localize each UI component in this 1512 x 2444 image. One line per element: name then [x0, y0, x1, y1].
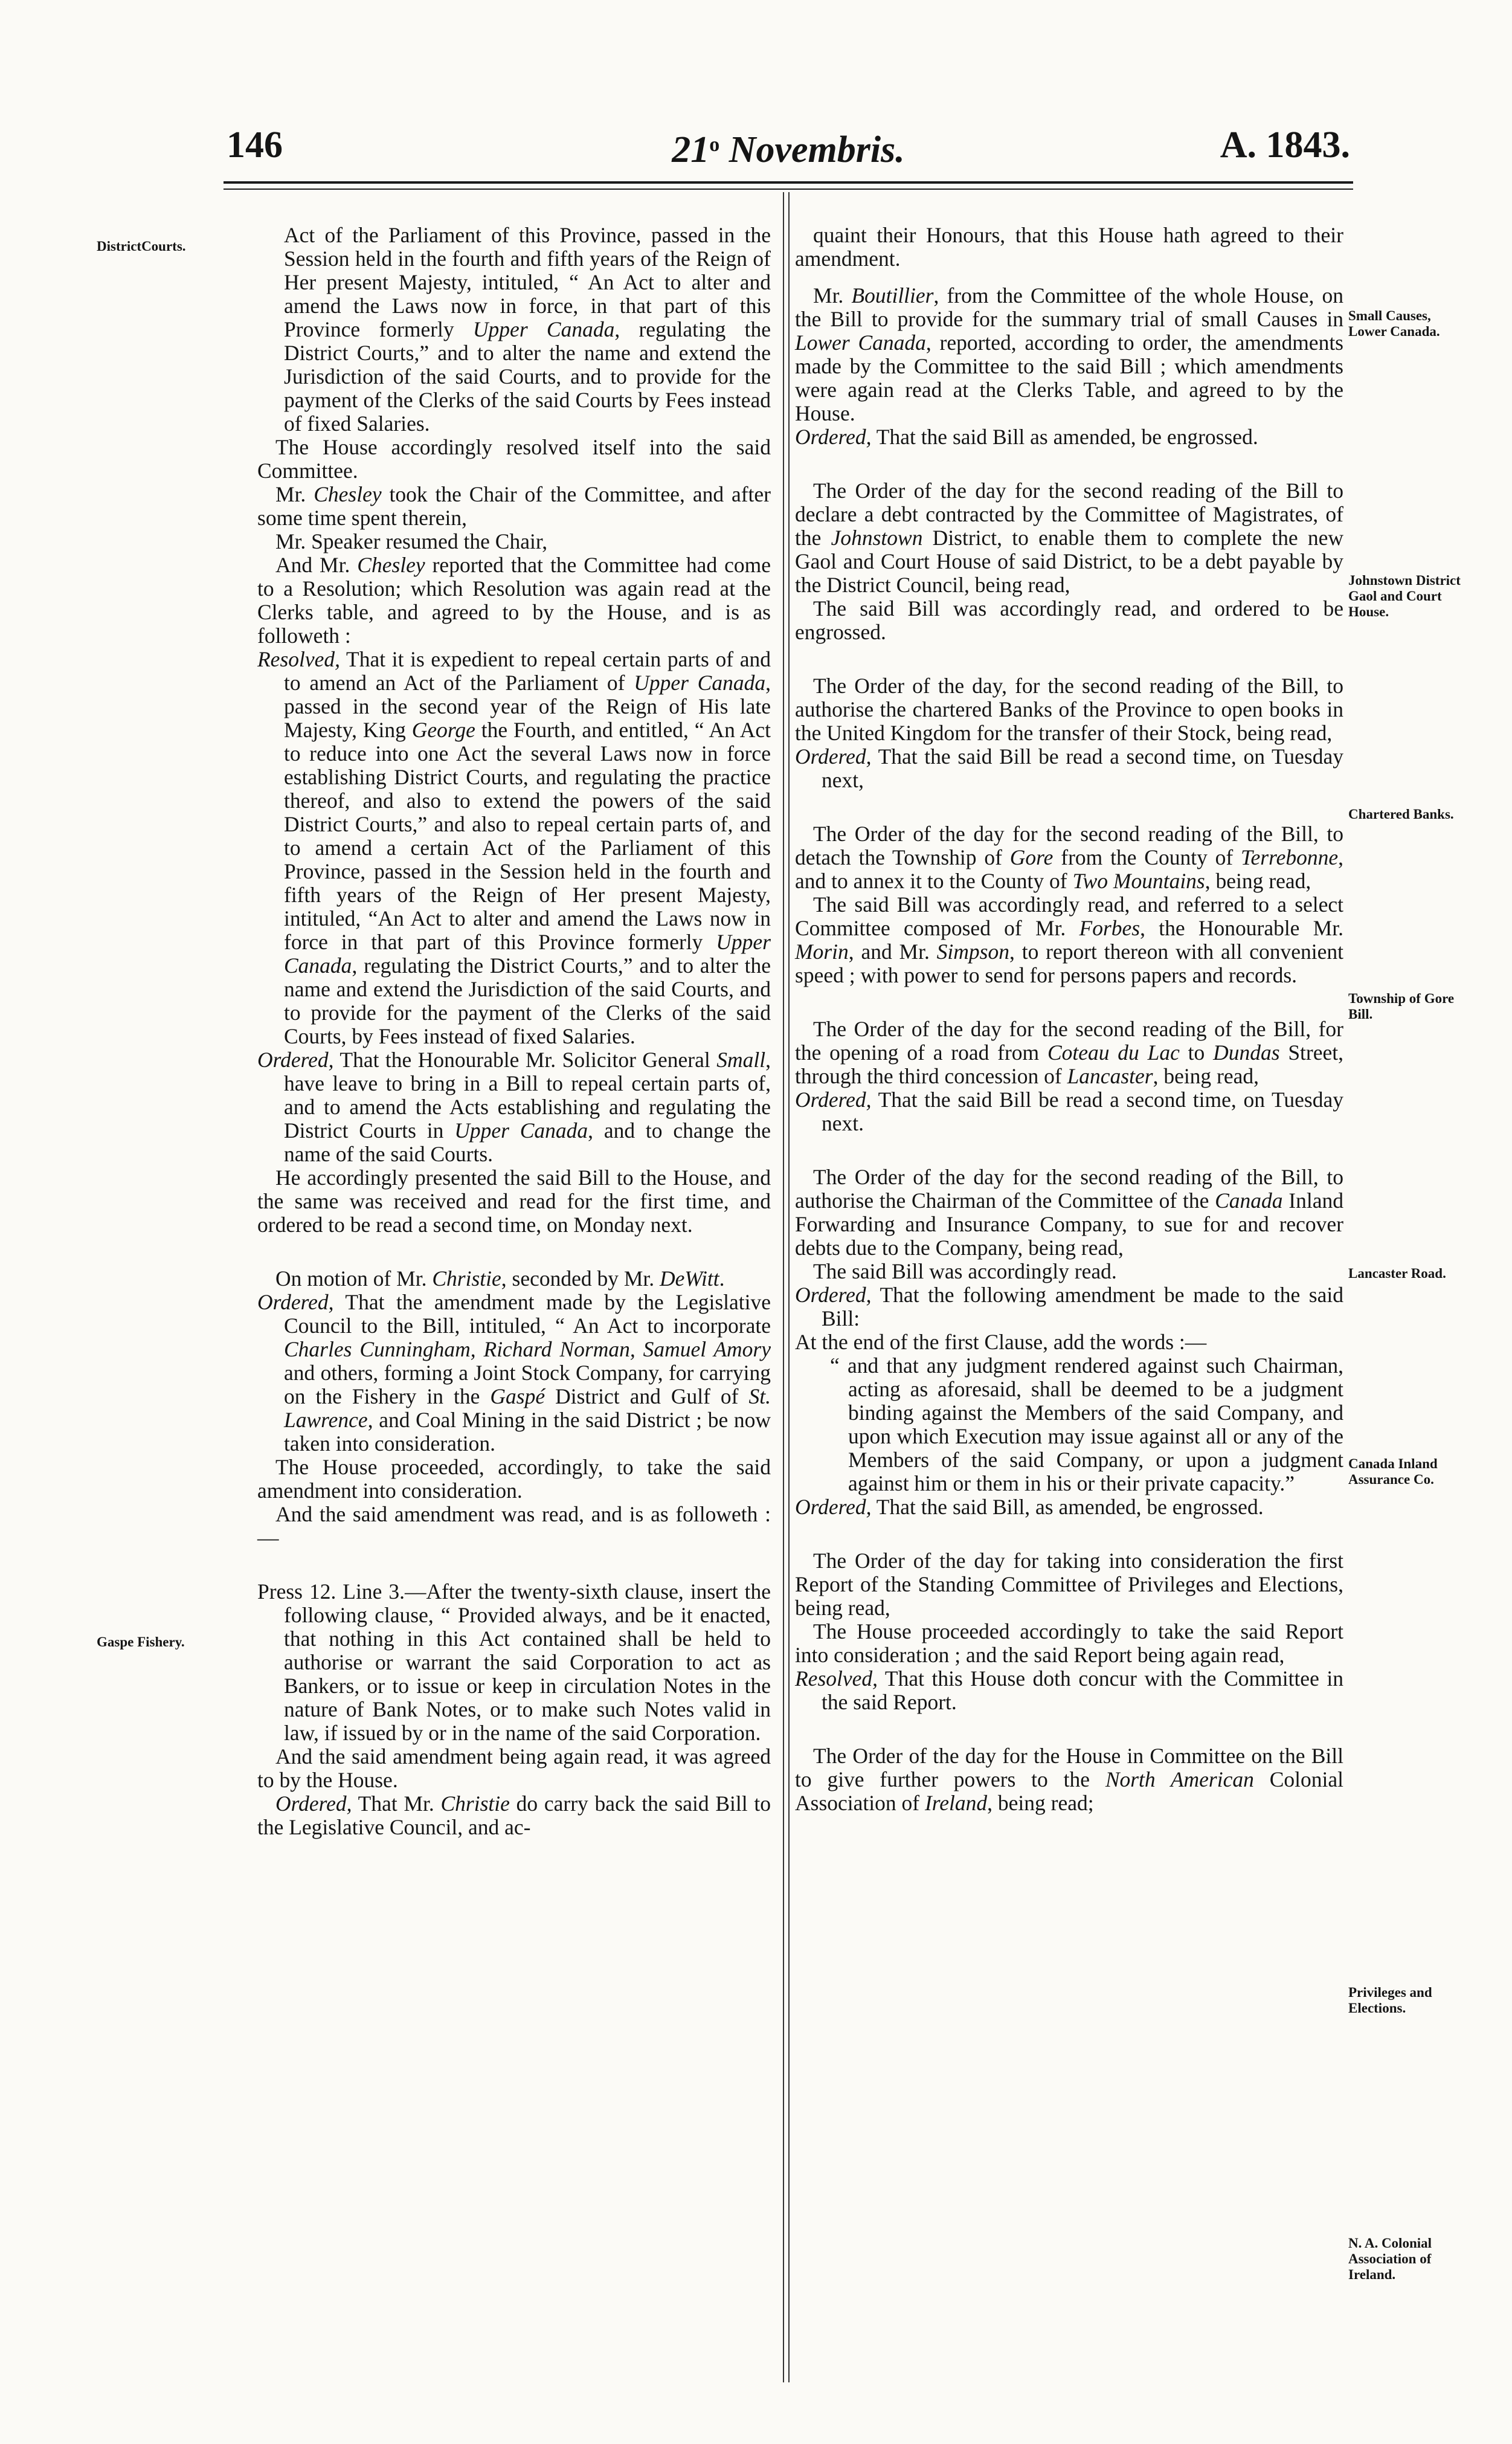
paragraph: The Order of the day for taking into consideration the first Report of the Standing Committee of Privileges and Elections, being read, [795, 1549, 1343, 1620]
paragraph: At the end of the first Clause, add the words :— [795, 1330, 1207, 1354]
paragraph: The Order of the day, for the second reading of the Bill, to authorise the chartered Banks of the Province to open books in the United Kingdom for the transfer of their Stock, being read, [795, 674, 1343, 745]
paragraph: The said Bill was accordingly read, and ordered to be engrossed. [795, 596, 1343, 644]
paragraph: Mr. Speaker resumed the Chair, [275, 529, 548, 553]
paragraph: The House proceeded accordingly to take the said Report into consideration ; and the said Report being again read, [795, 1619, 1343, 1667]
paragraph: Ordered, That Mr. Christie do carry back the said Bill to the Legislative Council, and ac- [257, 1791, 771, 1839]
paragraph: On motion of Mr. Christie, seconded by Mr. DeWitt. [275, 1266, 725, 1291]
margin-note-johnstown: Johnstown District Gaol and Court House. [1348, 573, 1461, 619]
paragraph: And the said amendment was read, and is as followeth :— [257, 1502, 771, 1550]
page-header [227, 124, 1350, 170]
page-year: A. 1843. [1220, 124, 1350, 166]
paragraph: He accordingly presented the said Bill to the House, and the same was received and read for the first time, and ordered to be read a second time, on Monday next. [257, 1166, 771, 1237]
page-date [227, 124, 1350, 171]
paragraph: The Order of the day for the second reading of the Bill, for the opening of a road from Coteau du Lac to Dundas Street, through the third concession of Lancaster, being read, [795, 1017, 1343, 1088]
paragraph: The said Bill was accordingly read. [813, 1259, 1117, 1283]
quoted-words: “ and that any judgment rendered against such Chairman, acting as aforesaid, shall be deemed to be a judgment binding against the Members of the said Company, and upon which Execution may issue against all or any of the Members of the said Company, or upon a judgment against him or them in his or their private capacity.” [830, 1353, 1343, 1495]
header-rule-thin [224, 189, 1353, 190]
spacer [257, 1237, 771, 1267]
paragraph: The Order of the day for the second reading of the Bill, to authorise the Chairman of the Committee of the Canada Inland Forwarding and Insurance Company, to sue for and recover debts due to the Company, being read, [795, 1165, 1344, 1260]
column-rule-right [788, 192, 790, 2382]
paragraph: The Order of the day for the second reading of the Bill to declare a debt contracted by the Committee of Magistrates, of the Johnstown District, to enable them to complete the new Gaol and Court House of said District, to be a debt payable by the District Council, being read, [795, 479, 1343, 597]
margin-note-canada-inland: Canada Inland Assurance Co. [1348, 1456, 1438, 1487]
paragraph: Mr. Chesley took the Chair of the Committee, and after some time spent therein, [257, 482, 771, 530]
ordered-paragraph: Ordered, That the said Bill, as amended, be engrossed. [795, 1495, 1264, 1519]
ordered-paragraph: Ordered, That the said Bill be read a second time, on Tuesday next, [795, 744, 1343, 792]
spacer [795, 449, 1343, 479]
paragraph: The Order of the day for the second reading of the Bill, to detach the Township of Gore from the County of Terrebonne, and to annex it to the County of Two Mountains, being read, [795, 822, 1343, 893]
paragraph: The Order of the day for the House in Committee on the Bill to give further powers to the North American Colonial Association of Ireland, being read; [795, 1744, 1343, 1815]
paragraph: And the said amendment being again read, it was agreed to by the House. [257, 1744, 771, 1792]
spacer [795, 1135, 1343, 1166]
spacer [795, 271, 1343, 284]
resolution-paragraph: Resolved, That it is expedient to repeal certain parts of and to amend an Act of the Parliament of Upper Canada, passed in the second year of the Reign of His late Majesty, King George the Fourth, and entitled, “ An Act to reduce into one Act the several Laws now in force establishing District Courts, and regulating the practice thereof, and also to extend the powers of the said District Courts,” and also to repeal certain parts of, and to amend a certain Act of the Parliament of this Province, passed in the Session held in the fourth and fifth years of the Reign of Her present Majesty, intituled, “An Act to alter and amend the Laws now in force in that part of this Province formerly Upper Canada, regulating the District Courts,” and to alter the name and extend the Jurisdiction of the said Courts, and to provide for the payment of the Clerks of the said Courts, by Fees instead of fixed Salaries. [257, 647, 771, 1048]
amendment-text: Press 12. Line 3.—After the twenty-sixth clause, insert the following clause, “ Provided always, and be it enacted, that nothing in this Act contained shall be held to authorise or warrant the said Corporation to act as Bankers, or to issue or keep in circulation Notes in the nature of Bank Notes, or to make such Notes valid in law, if issued by or in the name of the said Corporation. [257, 1579, 771, 1745]
spacer [257, 1550, 771, 1580]
spacer [795, 1714, 1343, 1744]
right-column [795, 224, 1343, 1815]
date-number: 21 [672, 129, 710, 170]
resolved-paragraph: Resolved, That this House doth concur with the Committee in the said Report. [795, 1666, 1343, 1714]
margin-note-chartered-banks: Chartered Banks. [1348, 807, 1454, 822]
ordered-paragraph: Ordered, That the said Bill be read a second time, on Tuesday next. [795, 1088, 1343, 1135]
margin-note-na-colonial: N. A. Colonial Association of Ireland. [1348, 2236, 1432, 2282]
paragraph: Mr. Boutillier, from the Committee of the whole House, on the Bill to provide for the summary trial of small Causes in Lower Canada, reported, according to order, the amendments made by the Committee to the said Bill ; which amendments were again read at the Clerks Table, and agreed to by the House. [795, 283, 1343, 425]
date-word: Novembris. [729, 129, 905, 170]
ordered-paragraph: Ordered, That the Honourable Mr. Solicitor General Small, have leave to bring in a Bill to repeal certain parts of, and to amend the Acts establishing and regulating the District Courts in Upper Canada, and to change the name of the said Courts. [257, 1048, 771, 1166]
spacer [795, 644, 1343, 674]
margin-note-privileges: Privileges and Elections. [1348, 1985, 1432, 2016]
spacer [795, 1519, 1343, 1549]
margin-note-small-causes: Small Causes, Lower Canada. [1348, 308, 1440, 339]
ordered-paragraph: Ordered, That the amendment made by the Legislative Council to the Bill, intituled, “ An Act to incorporate Charles Cunningham, Richard Norman, Samuel Amory and others, forming a Joint Stock Company, for carrying on the Fishery in the Gaspé District and Gulf of St. Lawrence, and Coal Mining in the said District ; be now taken into consideration. [257, 1290, 771, 1456]
paragraph: And Mr. Chesley reported that the Committee had come to a Resolution; which Resolution was again read at the Clerks table, and agreed to by the House, and is as followeth : [257, 553, 771, 648]
spacer [795, 987, 1343, 1017]
ordered-paragraph: Ordered, That the said Bill as amended, be engrossed. [795, 425, 1258, 449]
date-degree: o [709, 134, 720, 156]
header-rule-thick [224, 181, 1353, 184]
paragraph: The House accordingly resolved itself into the said Committee. [257, 435, 771, 483]
paragraph: The said Bill was accordingly read, and referred to a select Committee composed of Mr. Forbes, the Honourable Mr. Morin, and Mr. Simpson, to report thereon with all convenient speed ; with power to send for persons papers and records. [795, 892, 1343, 987]
spacer [795, 792, 1343, 822]
column-rule-left [783, 192, 784, 2382]
margin-note-gaspe-fishery: Gaspe Fishery. [97, 1634, 185, 1649]
paragraph: The House proceeded, accordingly, to take the said amendment into consideration. [257, 1455, 771, 1503]
margin-note-lancaster: Lancaster Road. [1348, 1266, 1446, 1281]
margin-note-district-courts: DistrictCourts. [97, 239, 186, 254]
margin-note-gore: Township of Gore Bill. [1348, 991, 1455, 1022]
page-number: 146 [227, 124, 283, 166]
paragraph: quaint their Honours, that this House hath agreed to their amendment. [795, 223, 1343, 271]
paragraph: Act of the Parliament of this Province, passed in the Session held in the fourth and fifth years of the Reign of Her present Majesty, intituled, “ An Act to alter and amend the Laws now in force, in that part of this Province formerly Upper Canada, regulating the District Courts,” and to alter the name and extend the Jurisdiction of the said Courts, and to provide for the payment of the Clerks of the said Courts by Fees instead of fixed Salaries. [284, 223, 771, 436]
left-column [257, 224, 771, 1839]
ordered-paragraph: Ordered, That the following amendment be made to the said Bill: [795, 1283, 1343, 1330]
